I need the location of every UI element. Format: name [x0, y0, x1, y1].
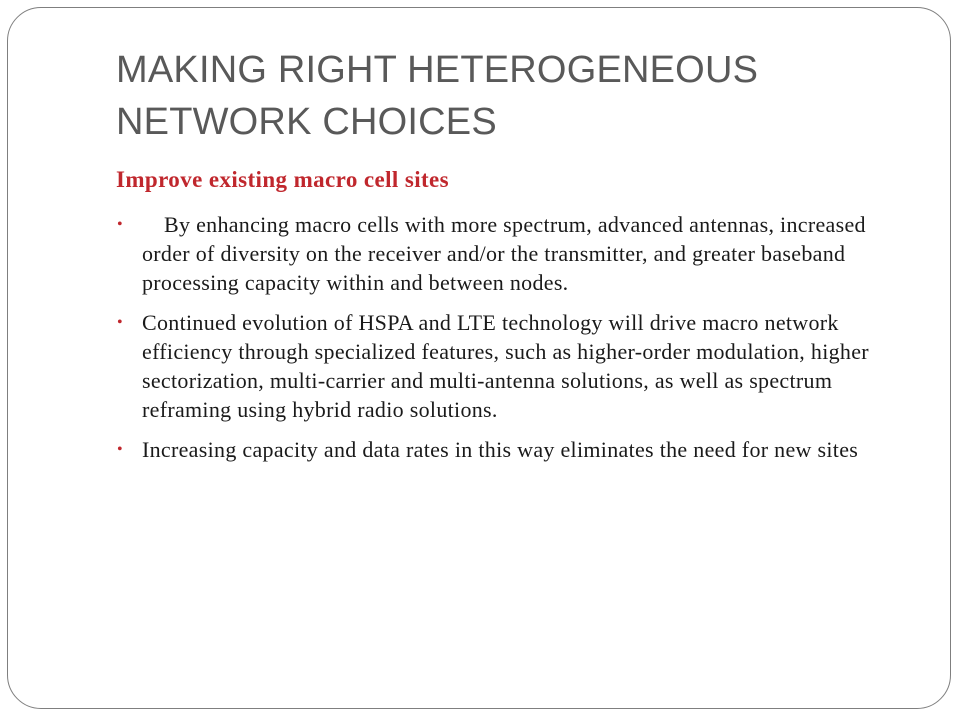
bullet-list — [116, 210, 906, 475]
bullet-item-1 — [116, 210, 906, 297]
slide-title: MAKING RIGHT HETEROGENEOUS NETWORK CHOICES — [116, 49, 759, 143]
bullet-text: By enhancing macro cells with more spectrum, advanced antennas, increased order of diversity on the receiver and/or the transmitter, and greater baseband processing capacity within and between nodes. — [142, 212, 866, 295]
slide-frame — [7, 7, 951, 709]
bullet-item-3 — [116, 435, 906, 464]
bullet-text: Increasing capacity and data rates in this way eliminates the need for new sites — [142, 437, 859, 462]
bullet-dot-icon: • — [117, 314, 123, 331]
section-subheading: Improve existing macro cell sites — [116, 167, 450, 192]
bullet-dot-icon: • — [117, 441, 123, 458]
bullet-item-2 — [116, 308, 906, 424]
bullet-text: Continued evolution of HSPA and LTE technology will drive macro network efficiency through specialized features, such as higher-order modulation, higher sectorization, multi-carrier and multi-antenna solutions, as well as spectrum reframing using hybrid radio solutions. — [142, 310, 869, 422]
bullet-dot-icon: • — [117, 216, 123, 233]
